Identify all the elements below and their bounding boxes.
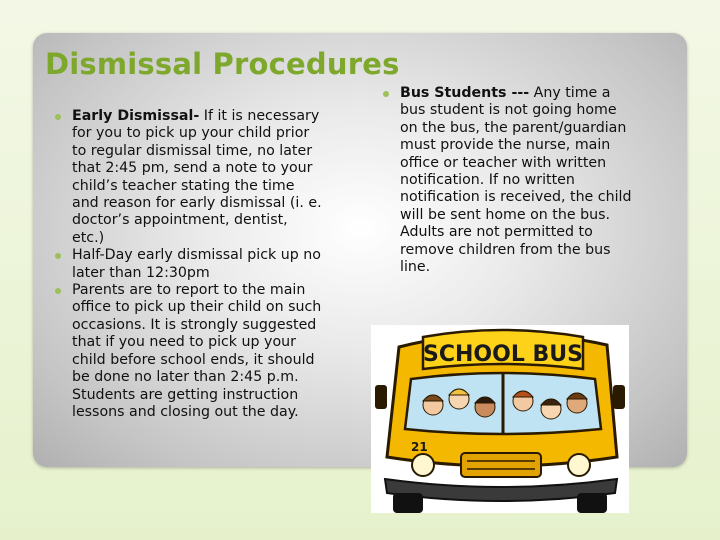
bullet-text: Half-Day early dismissal pick up no later than 12:30pm <box>72 247 321 281</box>
bullet-text: If it is necessary for you to pick up your child prior to regular dismissal time, no later that 2:45 pm, send a note to your child’s teacher stating the time and reason for early dismissal (i. e. doctor’s appointment, dentist, etc.) <box>72 108 322 246</box>
slide-title: Dismissal Procedures <box>45 47 400 81</box>
bus-sign-text: SCHOOL BUS <box>423 342 583 367</box>
right-bullet-list <box>400 85 635 276</box>
bullet-bus-students <box>400 85 635 276</box>
bullet-early-dismissal <box>72 108 322 247</box>
bullet-half-day <box>72 247 322 282</box>
bullet-dot-icon <box>383 91 389 97</box>
bullet-lead: Early Dismissal- <box>72 108 200 124</box>
school-bus-illustration <box>371 325 629 513</box>
bullet-lead: Bus Students --- <box>400 85 530 101</box>
bullet-dot-icon <box>55 114 61 120</box>
left-bullet-list <box>72 108 322 421</box>
bus-number: 21 <box>411 440 428 454</box>
bullet-parents-report <box>72 282 322 421</box>
bullet-text: Any time a bus student is not going home on the bus, the parent/guardian must provide the nurse, main office or teacher with written notification. If no written notification is received, the child will be sent home on the bus. Adults are not permitted to remove children from the bus line. <box>400 85 632 276</box>
school-bus-icon <box>371 325 629 513</box>
bullet-text: Parents are to report to the main office to pick up their child on such occasions. It is strongly suggested that if you need to pick up your child before school ends, it should be done no later than 2:45 p.m. Students are getting instruction lessons and closing out the day. <box>72 282 322 420</box>
